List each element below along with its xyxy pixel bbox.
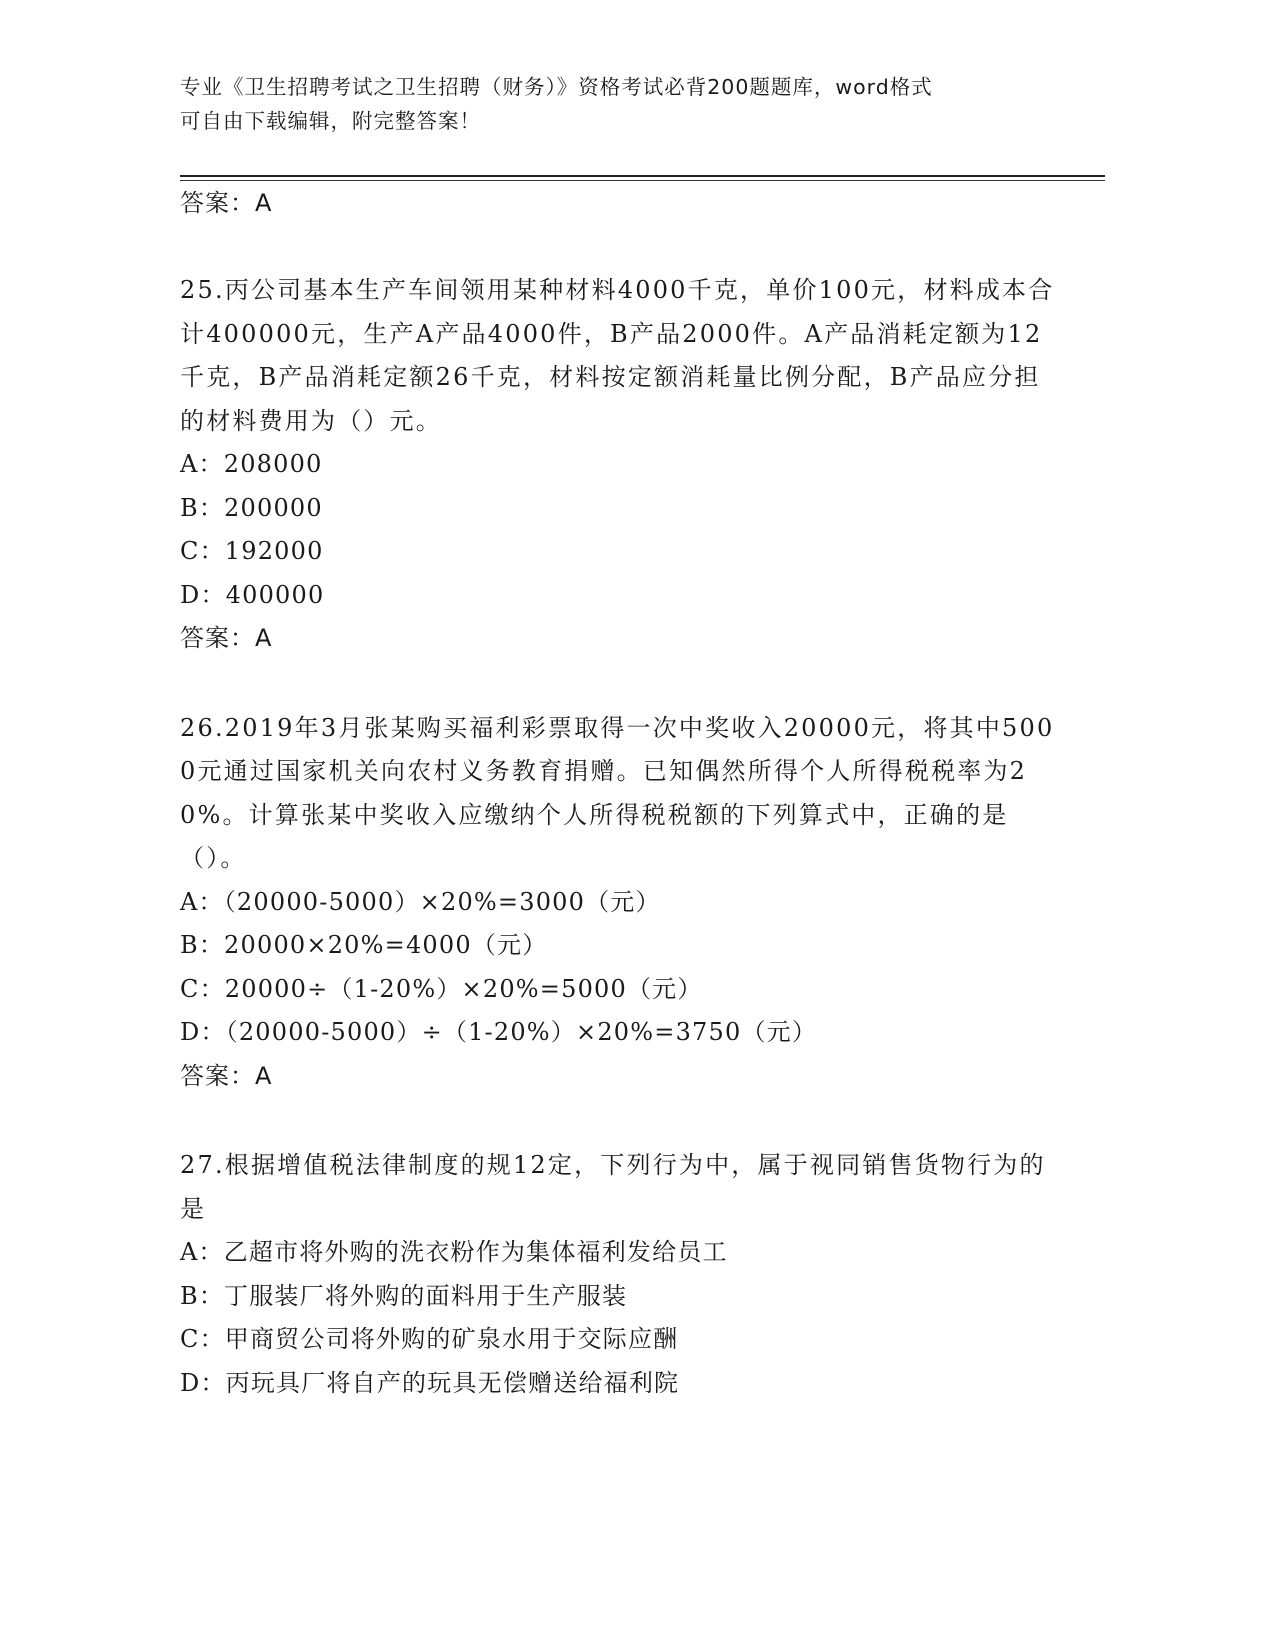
header-divider-thick xyxy=(180,175,1105,177)
option-a: A：208000 xyxy=(180,450,323,478)
option-b: B：丁服装厂将外购的面料用于生产服装 xyxy=(180,1281,628,1310)
option-b: B：200000 xyxy=(180,493,323,522)
answer-line: 答案：A xyxy=(180,624,273,652)
header-divider-thin xyxy=(180,180,1105,181)
question-block-27 xyxy=(180,1144,1060,1405)
answer-line: 答案：A xyxy=(180,1061,273,1090)
question-text: 25.丙公司基本生产车间领用某种材料4000千克，单价100元，材料成本合计400000元，生产A产品4000件，B产品2000件。A产品消耗定额为12千克，B产品消耗定额26千克，材料按定额消耗量比例分配，B产品应分担的材料费用为（）元。 xyxy=(180,276,1055,435)
page-header xyxy=(180,70,1060,138)
question-block-25 xyxy=(180,269,1060,661)
option-d: D：丙玩具厂将自产的玩具无偿赠送给福利院 xyxy=(180,1368,680,1397)
header-line-1: 专业《卫生招聘考试之卫生招聘（财务）》资格考试必背200题题库，word格式 xyxy=(180,75,933,99)
option-a: A：乙超市将外购的洗衣粉作为集体福利发给员工 xyxy=(180,1238,728,1266)
option-d: D：400000 xyxy=(180,580,325,609)
option-c: C：20000÷（1-20%）×20%=5000（元） xyxy=(180,974,703,1003)
option-b: B：20000×20%=4000（元） xyxy=(180,931,548,959)
question-text: 26.2019年3月张某购买福利彩票取得一次中奖收入20000元，将其中5000元通过国家机关向农村义务教育捐赠。已知偶然所得个人所得税税率为20%。计算张某中奖收入应缴纳个人所得税税额的下列算式中，正确的是（）。 xyxy=(180,713,1055,872)
question-block-26 xyxy=(180,707,1060,1099)
question-text: 27.根据增值税法律制度的规12定，下列行为中，属于视同销售货物行为的是 xyxy=(180,1151,1046,1223)
answer-line: 答案：A xyxy=(180,189,273,217)
header-line-2: 可自由下载编辑，附完整答案！ xyxy=(180,109,481,133)
option-a: A：（20000-5000）×20%=3000（元） xyxy=(180,887,661,916)
option-d: D：（20000-5000）÷（1-20%）×20%=3750（元） xyxy=(180,1018,818,1046)
question-content xyxy=(180,183,1060,1405)
option-c: C：甲商贸公司将外购的矿泉水用于交际应酬 xyxy=(180,1325,679,1353)
option-c: C：192000 xyxy=(180,537,324,565)
